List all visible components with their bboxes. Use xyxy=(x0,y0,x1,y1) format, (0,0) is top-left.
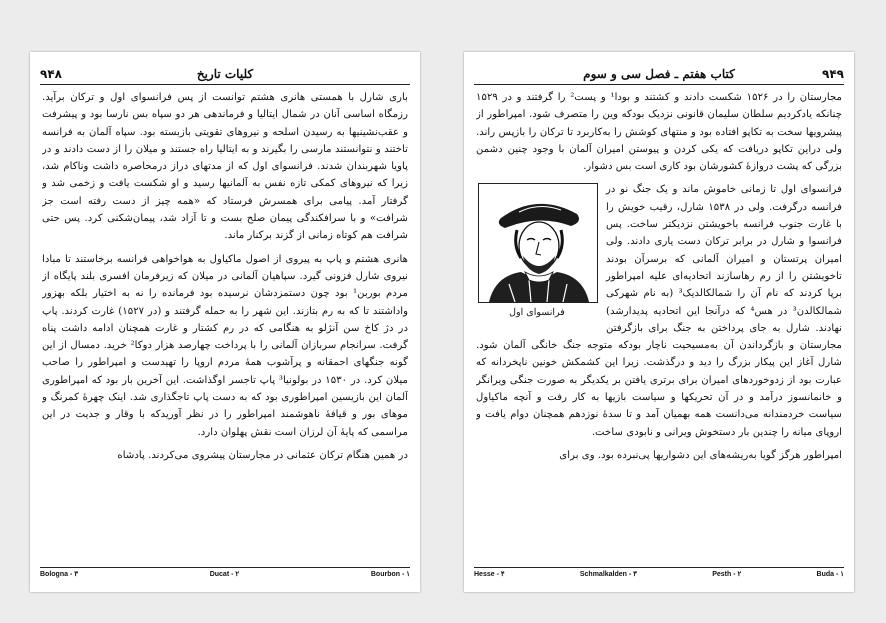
page-body xyxy=(42,89,408,550)
page-body xyxy=(476,89,842,550)
footnote: Buda - ۱ xyxy=(816,571,844,578)
paragraph: امپراطور هرگز گویا به‌ریشه‌های این دشواریها پی‌نبرده بود. وی برای xyxy=(559,449,842,461)
page-number: ۹۴۸ xyxy=(40,67,62,81)
paragraph: باری شارل با همستی هانری هشتم توانست از پس فرانسوای اول و ترکان برآید. رزمگاه اساسی آنان در شمال ایتالیا و فرماندهی هر دو سپاه بس نارسا بود و پیشرفت و عقب‌نشینیها به رسیدن اسلحه و نیروهای تقویتی بازبسته بود. سپاه آلمان به فرانسه تاختند و نتوانستند مارسی را بگیرند و به ایتالیا راه جستند و میلان را از دست دادند و در پاویا شهربندان شدند. فرانسوای اول که از مدتهای دراز درمحاصره داشت وناکام شد، زیرا که نیروهای کمکی تازه نفس به آلمانیها رسید و او شکست یافت و زخمی شد و گرفتار آمد. پیامی برای همسرش فرستاد که «همه چیز از دست رفته است جز شرافت» و با سرافکندگی پیمان صلح بست و تا آزاد شد، پیمان‌شکنی کرد. پس حتی شرافت هم کوتاه زمانی از گزند برکنار ماند. xyxy=(42,92,408,242)
page-number: ۹۴۹ xyxy=(822,67,844,81)
portrait-image xyxy=(478,183,598,303)
paragraph: مجارستان را در ۱۵۲۶ شکست دادند و کشتند و بودا¹ و پست² را گرفتند و در ۱۵۲۹ چنانکه یادکردیم سلطان سلیمان قانونی نزدیک بودکه وین را متصرف شود. امپراطور از پیشرویها سخت به تکاپو افتاده بود و منتهای کوشش را به‌کاربرد تا ترکان را بازپس راند. ولی دراین تکاپو دریافت که یکی کردن و پیوستن امیران آلمان با وجود چنین دشمن بزرگی که پشت دروازهٔ کشورشان بود کاری است بس دشوار. xyxy=(476,92,842,173)
footnote: Schmalkalden - ۳ xyxy=(579,571,637,578)
left-page xyxy=(30,52,420,592)
footnote: Bologna - ۳ xyxy=(40,571,78,578)
paragraph: در همین هنگام ترکان عثمانی در مجارستان پیشروی می‌کردند. پادشاه xyxy=(117,449,408,461)
page-header xyxy=(474,66,844,85)
footnote: Hesse - ۴ xyxy=(474,571,505,578)
footnotes xyxy=(474,567,844,578)
footnotes xyxy=(40,567,410,578)
running-title: کتاب هفتم ـ فصل سی و سوم xyxy=(583,67,735,81)
right-page xyxy=(464,52,854,592)
paragraph: هانری هشتم و پاپ به پیروی از اصول ماکیاول به هواخواهی فرانسه برخاستند تا مبادا نیروی شارل فزونی گیرد. سپاهیان آلمانی در میلان که زیرفرمان افسری بلند پایگاه از مردم بوربن¹ بود چون دستمزدشان نرسیده بود فرمانده را نه به اختیار بلکه بهزور واداشتند تا که به رم بتازند. این شهر را به حمله گرفتند و (در ۱۵۲۷) غارت کردند. پاپ در دژ کاخ سن آنژلو به هنگامی که در رم کشتار و غارت همچنان ادامه داشت پناه گرفت. سرانجام سربازان آلمانی را با پرداخت چهارصد هزار دوکا² خرید. دمسال از این گونه جنگهای احمقانه و پرآشوب همهٔ مردم اروپا را تهیدست و امپراطور را صاحب میلان کرد. در ۱۵۳۰ در بولونیا³ پاپ تاجسر اوگذاشت. این آخرین بار بود که امپراطوری آلمان این بازیسین امپراطوری بود که به دست پاپ تاجگذاری شد. اینک چهرهٔ کمرنگ و موهای بور و قیافهٔ ناهوشمند امپراطور را در نظر آوریدکه با وقار و جدیت در این مراسمی که پایهٔ آن لرزان است نقش پهلوان دارد. xyxy=(42,253,408,438)
paragraph: فرانسوای اول تا زمانی خاموش ماند و یک جنگ نو در فرانسه درگرفت. ولی در ۱۵۳۸ شارل، رقیب خویش را با غارت جنوب فرانسه باخویشتن نزدیکتر ساخت. پس فرانسوا و شارل در برابر ترکان دست یاری دادند. ولی امیران پرتستان و امیران آلمانی که برسرآن بودند تاخویشتن را از رم رهاسازند اتحادیه‌ای علیه امپراطور برپا کردند که نام آن را شمالکالدیک³ (به نام شهرکی شمالکالدن³ در هس⁴ که درآنجا این اتحادیه پدیدارشد) نهادند. شارل به جای پرداختن به جنگ برای بازگرفتن مجارستان و بازگرداندن آن به‌مسیحیت ناچار بودکه متوجه جنگ خانگی آلمان شود. شارل آغاز این پیکار بزرگ را دید و درگذشت. زیرا این کشمکش خونین ناپخردانه که عبارت بود از زدوخوردهای امیران برای برتری یافتن بر یکدیگر به صورت جنگی ویرانگر و خانمانسوز درآمد و در آن تحریکها و سیاست بازیها به کار رفت و آنچه ماکیاول سیاست خردمندانه می‌دانست همه بهمیان آمد و تا سدهٔ نوزدهم همچنان دوام یافت و اروپای میانه را چندین بار دستخوش ویرانی و نابودی ساخت. xyxy=(476,184,842,438)
footnote: Bourbon - ۱ xyxy=(370,571,410,578)
footnote: Pesth - ۲ xyxy=(712,571,742,578)
page-header xyxy=(40,66,410,85)
running-title: کلیات تاریخ xyxy=(196,67,254,81)
figure-caption: فرانسوای اول xyxy=(509,307,565,319)
portrait-figure xyxy=(476,183,598,321)
footnote: Ducat - ۲ xyxy=(209,571,240,578)
